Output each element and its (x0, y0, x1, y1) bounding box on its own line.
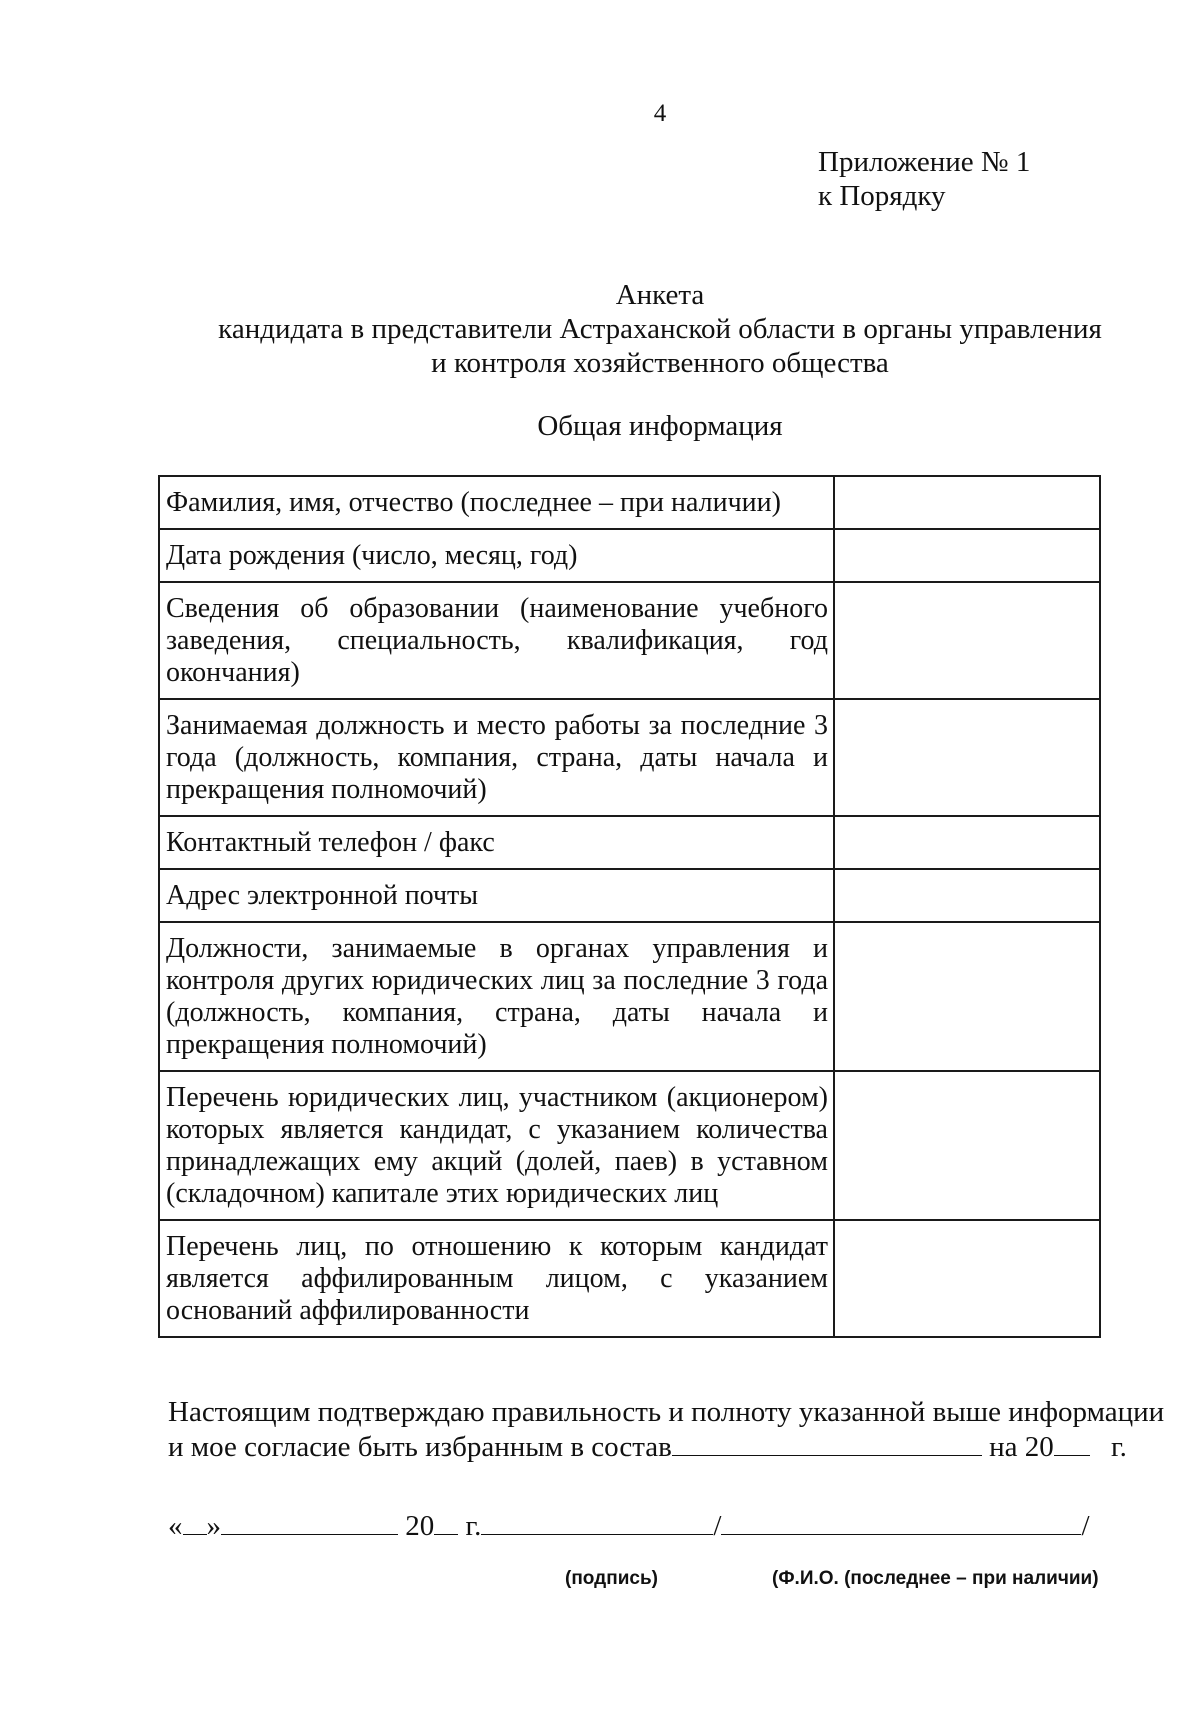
field-value[interactable] (834, 1220, 1100, 1337)
field-value[interactable] (834, 582, 1100, 699)
quote-close: » (206, 1510, 221, 1542)
signature-year-blank[interactable] (434, 1508, 458, 1535)
field-value[interactable] (834, 816, 1100, 869)
table-row (159, 869, 1100, 922)
appendix-reference (818, 145, 1030, 213)
table-row (159, 816, 1100, 869)
questionnaire-table (158, 475, 1101, 1338)
quote-open: « (168, 1510, 183, 1542)
field-label: Адрес электронной почты (159, 869, 834, 922)
declaration-year-suffix: г. (1111, 1431, 1127, 1463)
slash-1: / (713, 1510, 722, 1542)
field-value[interactable] (834, 476, 1100, 529)
full-name-blank[interactable] (721, 1508, 1081, 1535)
field-value[interactable] (834, 699, 1100, 816)
field-label: Перечень юридических лиц, участником (акционером) которых является кандидат, с указанием количества принадлежащих ему акций (долей, паев) в уставном (складочном) капитале этих юридических лиц (159, 1071, 834, 1220)
page-number: 4 (653, 100, 667, 127)
title-line-2: кандидата в представители Астраханской области в органы управления (218, 313, 1102, 345)
declaration-line-2 (168, 1429, 1164, 1464)
field-label: Дата рождения (число, месяц, год) (159, 529, 834, 582)
signature-line (168, 1508, 1090, 1543)
table-row (159, 699, 1100, 816)
table-row (159, 922, 1100, 1071)
questionnaire-rows (159, 476, 1100, 1337)
field-label: Перечень лиц, по отношению к которым кандидат является аффилированным лицом, с указанием оснований аффилированности (159, 1220, 834, 1337)
declaration-year-prefix: на 20 (989, 1431, 1054, 1463)
table-row (159, 476, 1100, 529)
declaration (168, 1395, 1164, 1464)
signature-year-prefix: 20 (405, 1510, 435, 1542)
field-value[interactable] (834, 1071, 1100, 1220)
field-label: Занимаемая должность и место работы за последние 3 года (должность, компания, страна, даты начала и прекращения полномочий) (159, 699, 834, 816)
declaration-text: и мое согласие быть избранным в состав (168, 1431, 672, 1463)
field-value[interactable] (834, 869, 1100, 922)
table-row (159, 529, 1100, 582)
field-label: Должности, занимаемые в органах управления и контроля других юридических лиц за последние 3 года (должность, компания, страна, даты начала и прекращения полномочий) (159, 922, 834, 1071)
title-line-1: Анкета (615, 279, 705, 311)
title-line-3: и контроля хозяйственного общества (431, 347, 889, 379)
table-row (159, 582, 1100, 699)
table-row (159, 1220, 1100, 1337)
full-name-caption: (Ф.И.О. (последнее – при наличии) (772, 1568, 1099, 1589)
field-value[interactable] (834, 529, 1100, 582)
appendix-line-1: Приложение № 1 (818, 146, 1031, 178)
body-name-blank[interactable] (672, 1429, 982, 1456)
field-label: Сведения об образовании (наименование учебного заведения, специальность, квалификация, год окончания) (159, 582, 834, 699)
section-title: Общая информация (537, 410, 783, 442)
field-label: Фамилия, имя, отчество (последнее – при наличии) (159, 476, 834, 529)
signature-caption: (подпись) (565, 1568, 658, 1589)
document-title (190, 278, 1130, 380)
field-value[interactable] (834, 922, 1100, 1071)
table-row (159, 1071, 1100, 1220)
slash-2: / (1081, 1510, 1090, 1542)
declaration-line-1: Настоящим подтверждаю правильность и полноту указанной выше информации (168, 1396, 1165, 1428)
field-label: Контактный телефон / факс (159, 816, 834, 869)
appendix-line-2: к Порядку (818, 180, 946, 212)
month-blank[interactable] (221, 1508, 398, 1535)
declaration-year-blank[interactable] (1054, 1429, 1090, 1456)
day-blank[interactable] (183, 1508, 207, 1535)
signature-year-suffix: г. (465, 1510, 482, 1542)
signature-blank[interactable] (481, 1508, 713, 1535)
